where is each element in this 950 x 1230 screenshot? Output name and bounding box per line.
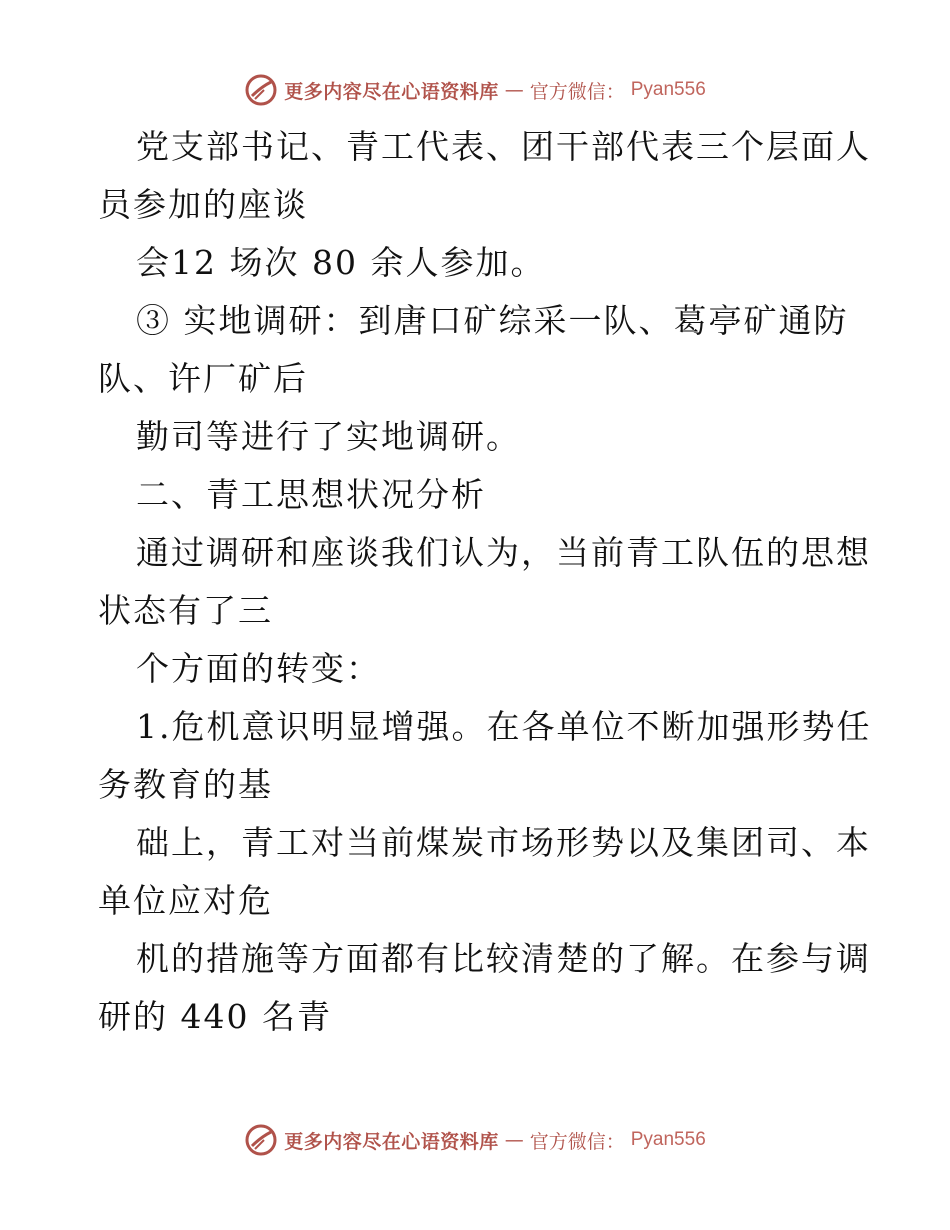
text-line-14: 单位应对危 (98, 881, 273, 920)
text-line-8: 通过调研和座谈我们认为，当前青工队伍的思想 (136, 533, 871, 572)
text-line-16: 研的 440 名青 (98, 997, 332, 1036)
text-line-13: 础上，青工对当前煤炭市场形势以及集团司、本 (136, 823, 871, 862)
text-line-11: 1.危机意识明显增强。在各单位不断加强形势任 (136, 707, 872, 746)
watermark-dash: — (504, 1129, 524, 1151)
watermark-text: 更多内容尽在心语资料库 (284, 1130, 499, 1153)
watermark-id: Pyan556 (630, 79, 706, 100)
text-line-3: 会12 场次 80 余人参加。 (136, 243, 546, 282)
book-quill-logo-icon (244, 1123, 278, 1157)
book-quill-logo-icon (244, 73, 278, 107)
text-line-2: 员参加的座谈 (98, 185, 308, 224)
text-line-15: 机的措施等方面都有比较清楚的了解。在参与调 (136, 939, 871, 978)
watermark-text: 更多内容尽在心语资料库 (284, 80, 499, 103)
document-body (98, 118, 872, 1046)
text-line-5: 队、许厂矿后 (98, 359, 308, 398)
text-line-6: 勤司等进行了实地调研。 (136, 417, 521, 456)
watermark-id: Pyan556 (630, 1129, 706, 1150)
section-heading: 二、青工思想状况分析 (136, 475, 486, 514)
watermark-official: 官方微信： (529, 80, 625, 103)
footer-watermark (0, 1120, 950, 1160)
text-line-9: 状态有了三 (98, 591, 273, 630)
watermark-official: 官方微信： (529, 1130, 625, 1153)
watermark-dash: — (504, 79, 524, 101)
text-line-1: 党支部书记、青工代表、团干部代表三个层面人 (136, 127, 871, 166)
header-watermark (0, 70, 950, 110)
text-line-4: ③ 实地调研：到唐口矿综采一队、葛亭矿通防 (136, 301, 849, 340)
text-line-12: 务教育的基 (98, 765, 273, 804)
text-line-10: 个方面的转变： (136, 649, 381, 688)
